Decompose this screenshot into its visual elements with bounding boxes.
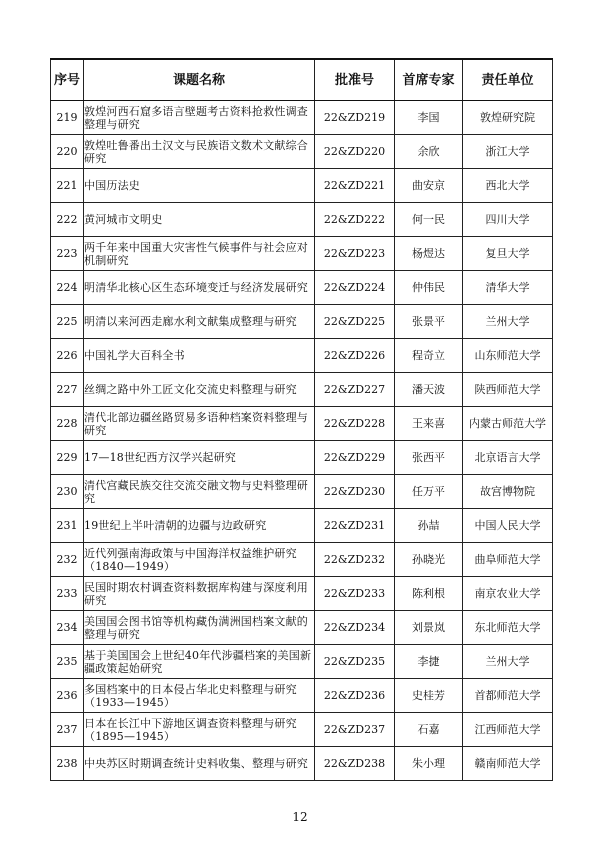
project-table: [50, 58, 553, 781]
approval-number: 22&ZD233: [315, 577, 395, 611]
project-title: 丝绸之路中外工匠文化交流史料整理与研究: [84, 373, 315, 407]
approval-number: 22&ZD231: [315, 509, 395, 543]
responsible-unit: 南京农业大学: [463, 577, 553, 611]
project-title: 黄河城市文明史: [84, 203, 315, 237]
chief-expert: 史桂芳: [395, 679, 463, 713]
chief-expert: 余欣: [395, 135, 463, 169]
row-number: 224: [51, 271, 84, 305]
approval-number: 22&ZD221: [315, 169, 395, 203]
table-row: [51, 577, 553, 611]
responsible-unit: 北京语言大学: [463, 441, 553, 475]
responsible-unit: 江西师范大学: [463, 713, 553, 747]
row-number: 235: [51, 645, 84, 679]
row-number: 226: [51, 339, 84, 373]
chief-expert: 张景平: [395, 305, 463, 339]
table-header: [51, 59, 553, 101]
table-row: [51, 373, 553, 407]
responsible-unit: 敦煌研究院: [463, 101, 553, 135]
project-title: 近代列强南海政策与中国海洋权益维护研究（1840—1949）: [84, 543, 315, 577]
chief-expert: 朱小理: [395, 747, 463, 781]
approval-number: 22&ZD223: [315, 237, 395, 271]
chief-expert: 张西平: [395, 441, 463, 475]
project-title: 中国历法史: [84, 169, 315, 203]
project-title: 民国时期农村调查资料数据库构建与深度利用研究: [84, 577, 315, 611]
table-row: [51, 543, 553, 577]
project-title: 中国礼学大百科全书: [84, 339, 315, 373]
row-number: 223: [51, 237, 84, 271]
approval-number: 22&ZD235: [315, 645, 395, 679]
responsible-unit: 中国人民大学: [463, 509, 553, 543]
chief-expert: 程奇立: [395, 339, 463, 373]
row-number: 229: [51, 441, 84, 475]
chief-expert: 何一民: [395, 203, 463, 237]
table-row: [51, 203, 553, 237]
approval-number: 22&ZD238: [315, 747, 395, 781]
approval-number: 22&ZD227: [315, 373, 395, 407]
approval-number: 22&ZD225: [315, 305, 395, 339]
responsible-unit: 陕西师范大学: [463, 373, 553, 407]
responsible-unit: 复旦大学: [463, 237, 553, 271]
table-row: [51, 747, 553, 781]
project-title: 敦煌河西石窟多语言壁题考古资料抢救性调查整理与研究: [84, 101, 315, 135]
table-row: [51, 611, 553, 645]
chief-expert: 潘天波: [395, 373, 463, 407]
chief-expert: 刘景岚: [395, 611, 463, 645]
table-row: [51, 645, 553, 679]
approval-number: 22&ZD230: [315, 475, 395, 509]
table-body: [51, 101, 553, 781]
table-row: [51, 679, 553, 713]
row-number: 238: [51, 747, 84, 781]
table-row: [51, 339, 553, 373]
approval-number: 22&ZD234: [315, 611, 395, 645]
approval-number: 22&ZD220: [315, 135, 395, 169]
project-title: 17—18世纪西方汉学兴起研究: [84, 441, 315, 475]
responsible-unit: 故宫博物院: [463, 475, 553, 509]
chief-expert: 曲安京: [395, 169, 463, 203]
chief-expert: 李捷: [395, 645, 463, 679]
responsible-unit: 四川大学: [463, 203, 553, 237]
approval-number: 22&ZD232: [315, 543, 395, 577]
row-number: 222: [51, 203, 84, 237]
approval-number: 22&ZD224: [315, 271, 395, 305]
chief-expert: 仲伟民: [395, 271, 463, 305]
table-row: [51, 713, 553, 747]
header-code: 批准号: [315, 59, 395, 101]
table-row: [51, 407, 553, 441]
project-title: 两千年来中国重大灾害性气候事件与社会应对机制研究: [84, 237, 315, 271]
row-number: 227: [51, 373, 84, 407]
project-title: 基于美国国会上世纪40年代涉疆档案的美国新疆政策起始研究: [84, 645, 315, 679]
row-number: 225: [51, 305, 84, 339]
chief-expert: 王来喜: [395, 407, 463, 441]
row-number: 221: [51, 169, 84, 203]
responsible-unit: 首都师范大学: [463, 679, 553, 713]
chief-expert: 孙晓光: [395, 543, 463, 577]
project-title: 明清华北核心区生态环境变迁与经济发展研究: [84, 271, 315, 305]
approval-number: 22&ZD229: [315, 441, 395, 475]
row-number: 233: [51, 577, 84, 611]
chief-expert: 杨煜达: [395, 237, 463, 271]
header-no: 序号: [51, 59, 84, 101]
responsible-unit: 东北师范大学: [463, 611, 553, 645]
project-title: 中央苏区时期调查统计史料收集、整理与研究: [84, 747, 315, 781]
row-number: 231: [51, 509, 84, 543]
responsible-unit: 兰州大学: [463, 645, 553, 679]
table-row: [51, 441, 553, 475]
table-row: [51, 135, 553, 169]
header-row: [51, 59, 553, 101]
chief-expert: 陈利根: [395, 577, 463, 611]
row-number: 230: [51, 475, 84, 509]
responsible-unit: 西北大学: [463, 169, 553, 203]
table-row: [51, 271, 553, 305]
approval-number: 22&ZD226: [315, 339, 395, 373]
project-title: 清代北部边疆丝路贸易多语种档案资料整理与研究: [84, 407, 315, 441]
project-title: 美国国会图书馆等机构藏伪满洲国档案文献的整理与研究: [84, 611, 315, 645]
table-row: [51, 169, 553, 203]
project-title: 敦煌吐鲁番出土汉文与民族语文数术文献综合研究: [84, 135, 315, 169]
responsible-unit: 兰州大学: [463, 305, 553, 339]
table-row: [51, 237, 553, 271]
project-title: 19世纪上半叶清朝的边疆与边政研究: [84, 509, 315, 543]
approval-number: 22&ZD219: [315, 101, 395, 135]
header-expert: 首席专家: [395, 59, 463, 101]
row-number: 220: [51, 135, 84, 169]
project-title: 日本在长江中下游地区调查资料整理与研究（1895—1945）: [84, 713, 315, 747]
responsible-unit: 清华大学: [463, 271, 553, 305]
approval-number: 22&ZD228: [315, 407, 395, 441]
approval-number: 22&ZD236: [315, 679, 395, 713]
chief-expert: 李国: [395, 101, 463, 135]
chief-expert: 孙喆: [395, 509, 463, 543]
row-number: 228: [51, 407, 84, 441]
row-number: 234: [51, 611, 84, 645]
responsible-unit: 浙江大学: [463, 135, 553, 169]
approval-number: 22&ZD222: [315, 203, 395, 237]
chief-expert: 石嘉: [395, 713, 463, 747]
project-title: 清代宫藏民族交往交流交融文物与史料整理研究: [84, 475, 315, 509]
table-row: [51, 101, 553, 135]
project-title: 明清以来河西走廊水利文献集成整理与研究: [84, 305, 315, 339]
responsible-unit: 赣南师范大学: [463, 747, 553, 781]
responsible-unit: 内蒙古师范大学: [463, 407, 553, 441]
row-number: 219: [51, 101, 84, 135]
responsible-unit: 山东师范大学: [463, 339, 553, 373]
table-row: [51, 475, 553, 509]
row-number: 236: [51, 679, 84, 713]
approval-number: 22&ZD237: [315, 713, 395, 747]
header-unit: 责任单位: [463, 59, 553, 101]
table-row: [51, 305, 553, 339]
header-title: 课题名称: [84, 59, 315, 101]
row-number: 237: [51, 713, 84, 747]
chief-expert: 任万平: [395, 475, 463, 509]
row-number: 232: [51, 543, 84, 577]
table-row: [51, 509, 553, 543]
project-title: 多国档案中的日本侵占华北史料整理与研究（1933—1945）: [84, 679, 315, 713]
page-number: 12: [292, 810, 308, 824]
responsible-unit: 曲阜师范大学: [463, 543, 553, 577]
